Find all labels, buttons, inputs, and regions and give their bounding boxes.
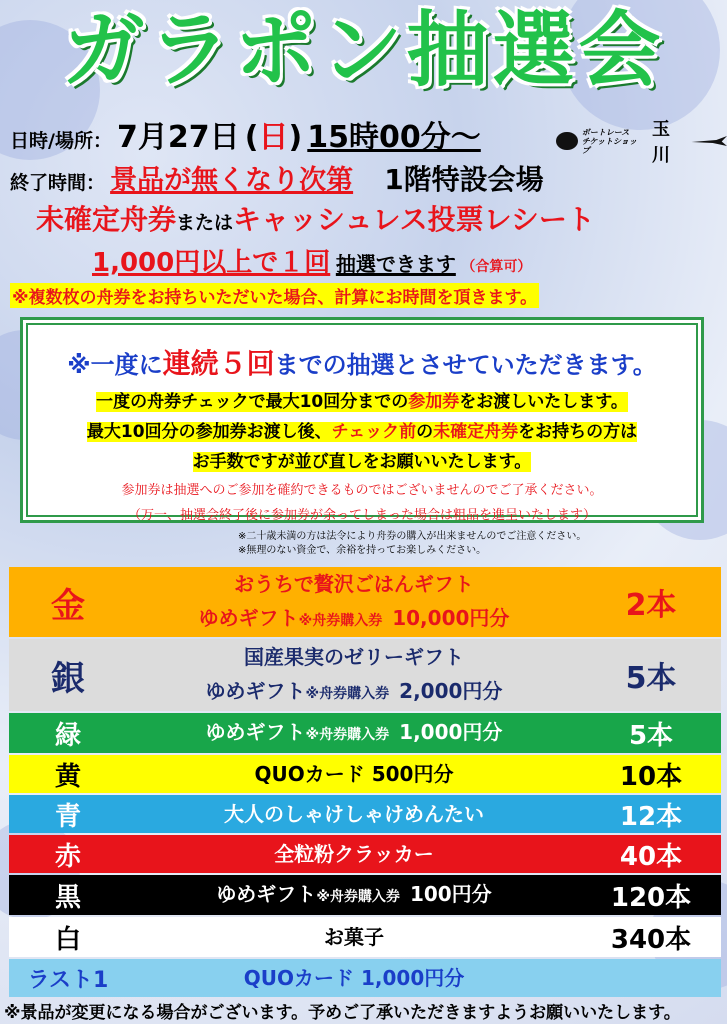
notice-box <box>20 317 704 523</box>
prize-item: ゆめギフト <box>216 881 317 906</box>
legal-notes <box>238 530 586 558</box>
schedule-row <box>10 112 481 156</box>
prize-row <box>9 795 721 833</box>
legal-note: ※二十歳未満の方は法令により舟券の購入が出来ませんのでご注意ください。 <box>238 531 587 542</box>
prize-row <box>9 639 721 711</box>
prize-row <box>9 713 721 753</box>
prize-row <box>9 959 721 997</box>
prize-item: QUOカード 500円分 <box>254 762 454 786</box>
notice-l3-d: 未確定舟券 <box>433 422 519 442</box>
prize-rank: 銀 <box>51 658 85 699</box>
end-row <box>10 158 544 198</box>
footer-note: ※景品が変更になる場合がございます。予めご了承いただきますようお願いいたします。 <box>4 1003 681 1023</box>
prize-description <box>127 567 581 638</box>
prize-rank: 緑 <box>54 720 81 751</box>
logo-line1: ボートレース <box>581 127 630 137</box>
schedule-date: 7月27日 <box>117 120 240 155</box>
prize-item: QUOカード 1,000円分 <box>243 966 465 990</box>
boatrace-logo <box>556 115 727 167</box>
end-place: 1階特設会場 <box>384 163 544 196</box>
prize-amount: 10,000円分 <box>392 605 510 630</box>
prize-count: 40本 <box>619 841 683 872</box>
prize-rank: ラスト1 <box>27 967 109 993</box>
schedule-paren-open: ( <box>244 120 259 155</box>
prize-description <box>127 874 581 917</box>
prize-row <box>9 875 721 915</box>
prize-row <box>9 835 721 873</box>
prize-rank: 黒 <box>54 882 81 913</box>
prize-amount: 1,000円分 <box>399 719 503 744</box>
prize-description <box>127 640 581 711</box>
notice-l3-b: チェック前 <box>331 422 417 442</box>
prize-rank: 金 <box>51 585 85 626</box>
prize-row <box>9 755 721 793</box>
prize-subnote: ※舟券購入券 <box>316 888 400 905</box>
ticket-part1: 未確定舟券 <box>36 203 177 236</box>
prize-count: 5本 <box>625 661 677 696</box>
ticket-part2: キャッシュレス投票レシート <box>233 203 595 236</box>
notice-l4: お手数ですが並び直しをお願いいたします。 <box>192 452 532 472</box>
prize-count: 12本 <box>619 801 683 832</box>
page-title: ガラポン抽選会 <box>62 3 665 98</box>
prize-item: ゆめギフト <box>205 678 306 703</box>
prize-count: 5本 <box>628 720 674 751</box>
prize-rank: 黄 <box>54 761 81 792</box>
prize-subnote: ※舟券購入券 <box>298 612 383 629</box>
notice-l3-c: の <box>416 422 434 442</box>
schedule-label: 日時/場所： <box>10 130 112 152</box>
min-line <box>92 242 531 279</box>
prize-rank: 青 <box>54 801 81 832</box>
min-text: 抽選できます <box>335 252 456 276</box>
ticket-mid: または <box>176 212 234 234</box>
notice-l2-a: 一度の舟券チェックで最大10回分までの <box>96 392 409 412</box>
notice-l1-c: までの抽選とさせていただきます。 <box>274 351 657 379</box>
prize-count: 120本 <box>610 882 692 913</box>
min-note: （合算可） <box>461 259 532 275</box>
prize-description <box>127 755 581 793</box>
prize-count: 340本 <box>610 924 692 955</box>
ticket-line <box>36 198 595 238</box>
prize-description <box>127 959 581 997</box>
notice-l1-a: ※一度に <box>67 351 163 379</box>
min-amount: 1,000円以上で１回 <box>92 248 331 278</box>
prize-subnote: ※舟券購入券 <box>305 726 390 743</box>
prize-description <box>127 917 581 957</box>
prize-item: ゆめギフト <box>198 605 299 630</box>
logo-name: 玉川 <box>651 119 670 166</box>
plane-icon <box>691 136 727 146</box>
prize-rank: 白 <box>54 924 81 955</box>
prize-amount: 2,000円分 <box>399 678 503 703</box>
prize-line1: おうちで贅沢ごはんギフト <box>234 571 474 596</box>
prize-amount: 100円分 <box>409 881 492 906</box>
end-label: 終了時間： <box>10 172 106 194</box>
end-value: 景品が無くなり次第 <box>110 165 354 196</box>
prize-subnote: ※舟券購入券 <box>305 685 390 702</box>
prize-item: 大人のしゃけしゃけめんたい <box>224 802 484 826</box>
prize-item: ゆめギフト <box>205 719 306 744</box>
logo-line2: チケットショップ <box>581 136 637 155</box>
notice-l2-c: をお渡しいたします。 <box>459 392 628 412</box>
prize-row <box>9 567 721 637</box>
logo-mark-icon <box>556 132 578 150</box>
notice-l1-b: 連続５回 <box>162 347 275 380</box>
legal-note: ※無理のない資金で、余裕を持ってお楽しみください。 <box>238 545 487 556</box>
schedule-time: 15時00分～ <box>307 120 481 155</box>
prize-item: 全粒粉クラッカー <box>274 842 434 866</box>
notice-l3-e: をお持ちの方は <box>518 422 638 442</box>
prize-count: 10本 <box>619 761 683 792</box>
notice-l3-a: 最大10回分の参加券お渡し後、 <box>86 422 332 442</box>
prize-description <box>127 835 581 873</box>
prize-description <box>127 795 581 833</box>
prize-row <box>9 917 721 957</box>
schedule-paren-close: ) <box>288 120 303 155</box>
prize-count: 2本 <box>625 588 677 623</box>
notice-l5: 参加券は抽選へのご参加を確約できるものではございませんのでご了承ください。 <box>121 483 603 498</box>
notice-l6: （万一、抽選会終了後に参加券が余ってしまった場合は粗品を進呈いたします） <box>127 508 596 523</box>
prize-rank: 赤 <box>54 841 81 872</box>
warning-text: ※複数枚の舟券をお持ちいただいた場合、計算にお時間を頂きます。 <box>10 283 539 308</box>
schedule-weekday: 日 <box>258 120 289 155</box>
prize-item: お菓子 <box>324 925 384 949</box>
prize-description <box>127 712 581 755</box>
prize-line1: 国産果実のゼリーギフト <box>244 644 464 669</box>
notice-l2-b: 参加券 <box>408 392 460 412</box>
